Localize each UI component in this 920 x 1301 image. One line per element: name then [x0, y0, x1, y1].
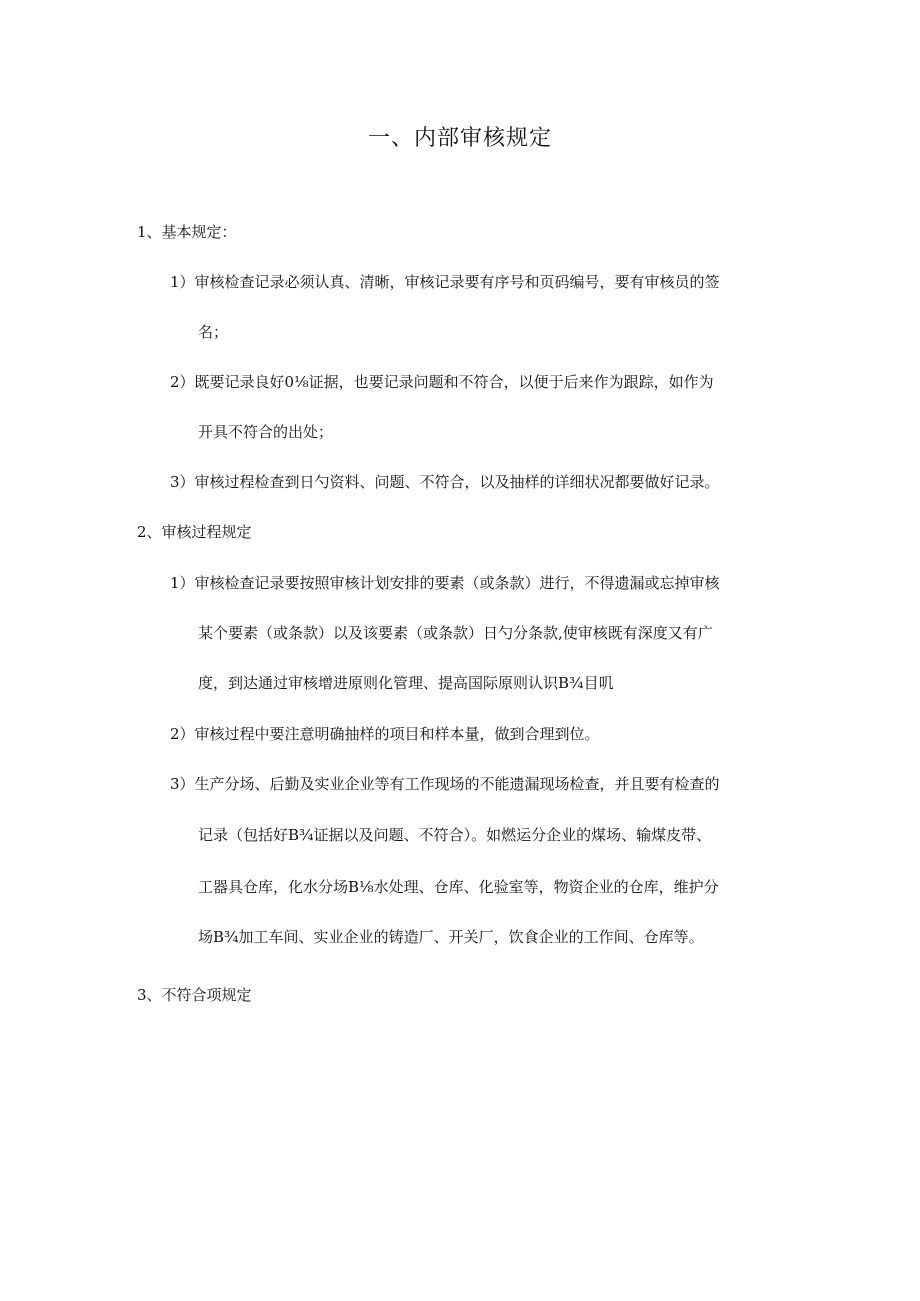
list-item-first-line: 1）审核检查记录必须认真、清晰，审核记录要有序号和页码编号，要有审核员的签	[170, 273, 720, 291]
list-item-continuation: 某个要素（或条款）以及该要素（或条款）日勺分条款,使审核既有深度又有广	[198, 624, 713, 642]
list-item-continuation: 开具不符合的出处；	[198, 423, 334, 441]
list-item-continuation: 记录（包括好B¾证据以及问题、不符合）。如燃运分企业的煤场、输煤皮带、	[198, 826, 712, 844]
list-item-continuation: 度，到达通过审核增进原则化管理、提高国际原则认识B¾目叽	[198, 674, 614, 692]
section-heading: 1、基本规定：	[137, 223, 237, 241]
list-item-continuation: 名；	[198, 323, 229, 341]
list-item-first-line: 2）既要记录良好0⅛证据，也要记录问题和不符合，以便于后来作为跟踪，如作为	[170, 373, 714, 391]
list-item-continuation: 工器具仓库，化水分场B⅛水处理、仓库、化验室等，物资企业的仓库，维护分	[198, 878, 719, 896]
section-heading: 2、审核过程规定	[137, 523, 252, 541]
page-title: 一、内部审核规定	[367, 126, 552, 151]
list-item-first-line: 2）审核过程中要注意明确抽样的项目和样本量，做到合理到位。	[170, 725, 600, 743]
section-heading: 3、不符合项规定	[137, 986, 252, 1004]
list-item-continuation: 场B¾加工车间、实业企业的铸造厂、开关厂，饮食企业的工作间、仓库等。	[198, 928, 704, 946]
list-item-first-line: 3）审核过程检查到日勺资料、问题、不符合，以及抽样的详细状况都要做好记录。	[170, 473, 720, 491]
list-item-first-line: 1）审核检查记录要按照审核计划安排的要素（或条款）进行，不得遗漏或忘掉审核	[170, 574, 720, 592]
list-item-first-line: 3）生产分场、后勤及实业企业等有工作现场的不能遗漏现场检查，并且要有检查的	[170, 775, 720, 793]
